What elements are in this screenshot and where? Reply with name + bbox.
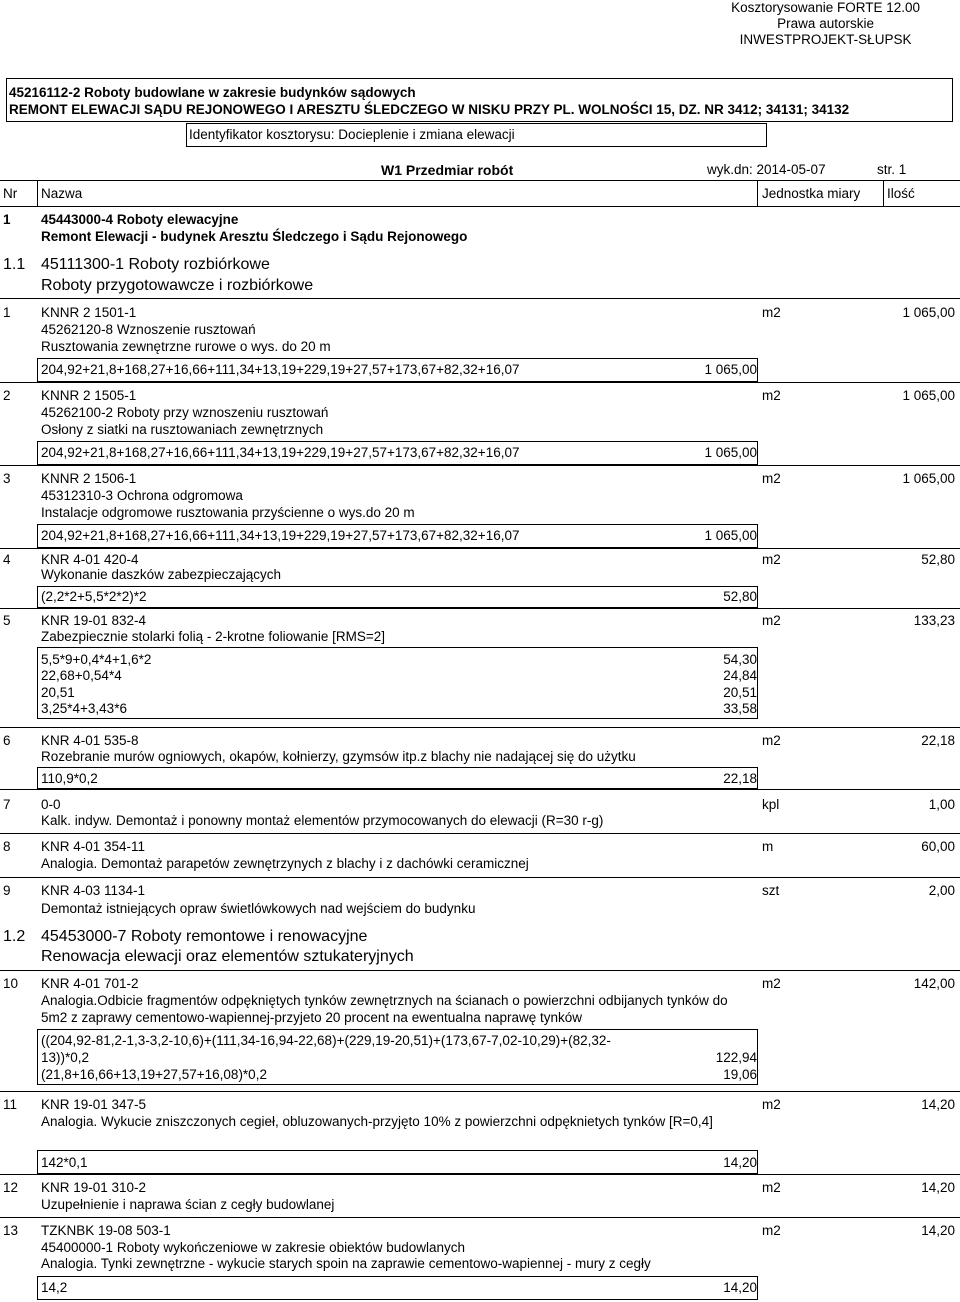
column-name: Nazwa	[41, 186, 83, 201]
calc-formula: (21,8+16,66+13,19+27,57+16,08)*0,2	[41, 1067, 267, 1082]
item-nr: 8	[3, 839, 11, 854]
item-basis: KNR 19-01 310-2	[41, 1180, 147, 1195]
calc-formula: 110,9*0,2	[41, 771, 98, 786]
calc-value: 22,18	[723, 771, 757, 786]
document-date: wyk.dn: 2014-05-07	[707, 162, 826, 177]
page-number: str. 1	[877, 162, 907, 177]
copyright-label: Prawa autorskie	[777, 16, 874, 31]
row-rule	[0, 1174, 960, 1175]
row-rule	[0, 877, 960, 878]
item-nr: 3	[3, 471, 11, 486]
item-basis: KNR 4-03 1134-1	[41, 883, 146, 898]
item-desc: Analogia. Tynki zewnętrzne - wykucie starych spoin na zaprawie cementowo-wapiennej - mury z cegły	[41, 1256, 651, 1271]
calc-value: 14,20	[723, 1280, 757, 1295]
row-rule	[0, 1091, 960, 1092]
item-unit: m	[762, 839, 774, 854]
calc-formula: 3,25*4+3,43*6	[41, 701, 127, 716]
item-desc: 45400000-1 Roboty wykończeniowe w zakresie obiektów budowlanych	[41, 1240, 465, 1255]
item-nr: 11	[3, 1097, 18, 1112]
item-qty: 22,18	[921, 733, 955, 748]
item-unit: m2	[762, 733, 781, 748]
section-desc: Roboty przygotowawcze i rozbiórkowe	[41, 277, 314, 294]
item-desc: 5m2 z zaprawy cementowo-wapiennej-przyjeto 20 procent na ewentualna naprawę tynków	[41, 1010, 583, 1025]
item-unit: m2	[762, 1097, 781, 1112]
row-rule	[0, 548, 960, 549]
item-unit: m2	[762, 388, 781, 403]
calc-value: 24,84	[723, 668, 757, 683]
calc-value: 122,94	[715, 1050, 757, 1065]
estimate-identifier: Identyfikator kosztorysu: Docieplenie i zmiana elewacji	[189, 127, 515, 142]
item-desc: Uzupełnienie i naprawa ścian z cegły budowlanej	[41, 1197, 335, 1212]
item-qty: 133,23	[913, 613, 955, 628]
section-desc: Renowacja elewacji oraz elementów sztukateryjnych	[41, 948, 414, 965]
group-code: 45443000-4 Roboty elewacyjne	[41, 212, 239, 227]
item-qty: 1 065,00	[902, 305, 955, 320]
item-basis: KNNR 2 1501-1	[41, 305, 137, 320]
item-basis: KNR 4-01 535-8	[41, 733, 139, 748]
calc-formula: 13))*0,2	[41, 1050, 90, 1065]
section-code: 45111300-1 Roboty rozbiórkowe	[41, 256, 270, 273]
item-unit: m2	[762, 1180, 781, 1195]
calc-value: 14,20	[723, 1155, 757, 1170]
item-nr: 4	[3, 552, 11, 567]
item-basis: KNR 4-01 354-11	[41, 839, 146, 854]
calc-formula: 204,92+21,8+168,27+16,66+111,34+13,19+229,19+27,57+173,67+82,32+16,07	[41, 445, 520, 460]
item-basis: KNR 19-01 347-5	[41, 1097, 147, 1112]
item-nr: 9	[3, 883, 11, 898]
column-divider	[37, 180, 38, 206]
calc-value: 33,58	[723, 701, 757, 716]
item-qty: 1 065,00	[902, 471, 955, 486]
calc-value: 1 065,00	[704, 528, 757, 543]
item-desc: Demontaż istniejących opraw świetlówkowych nad wejściem do budynku	[41, 901, 476, 916]
calc-box	[37, 1150, 758, 1174]
column-qty: Ilość	[887, 186, 915, 201]
row-rule	[0, 608, 960, 609]
item-desc: Wykonanie daszków zabezpieczających	[41, 567, 282, 582]
item-qty: 14,20	[921, 1223, 955, 1238]
item-desc: 45262100-2 Roboty przy wznoszeniu rusztowań	[41, 405, 329, 420]
calc-value: 1 065,00	[704, 445, 757, 460]
calc-formula: 204,92+21,8+168,27+16,66+111,34+13,19+229,19+27,57+173,67+82,32+16,07	[41, 528, 520, 543]
item-basis: KNNR 2 1506-1	[41, 471, 137, 486]
item-unit: m2	[762, 613, 781, 628]
item-qty: 1 065,00	[902, 388, 955, 403]
calc-value: 19,06	[723, 1067, 757, 1082]
item-nr: 10	[3, 976, 19, 991]
item-unit: m2	[762, 305, 781, 320]
column-divider	[883, 180, 884, 206]
calc-box	[37, 1276, 758, 1300]
project-name: REMONT ELEWACJI SĄDU REJONOWEGO I ARESZTU ŚLEDCZEGO W NISKU PRZY PL. WOLNOŚCI 15, DZ. NR 3412; 34131; 34132	[9, 102, 850, 117]
item-basis: KNNR 2 1505-1	[41, 388, 137, 403]
item-unit: m2	[762, 1223, 781, 1238]
item-basis: TZKNBK 19-08 503-1	[41, 1223, 171, 1238]
row-rule	[0, 298, 960, 299]
item-nr: 7	[3, 797, 11, 812]
item-desc: Instalacje odgromowe rusztowania przyścienne o wys.do 20 m	[41, 505, 415, 520]
item-desc: Rozebranie murów ogniowych, okapów, kołnierzy, gzymsów itp.z blachy nie nadającej się do użytku	[41, 749, 636, 764]
item-desc: 45312310-3 Ochrona odgromowa	[41, 488, 243, 503]
calc-value: 20,51	[723, 685, 757, 700]
item-basis: KNR 4-01 420-4	[41, 552, 139, 567]
item-nr: 6	[3, 733, 11, 748]
section-nr: 1.2	[3, 928, 26, 945]
header-bottom-rule	[0, 206, 960, 207]
item-unit: m2	[762, 976, 781, 991]
item-nr: 2	[3, 388, 11, 403]
row-rule	[0, 1217, 960, 1218]
item-qty: 2,00	[928, 883, 955, 898]
item-desc: Analogia. Demontaż parapetów zewnętrzynych z blachy i z dachówki ceramicznej	[41, 856, 529, 871]
column-nr: Nr	[3, 186, 18, 201]
item-basis: KNR 4-01 701-2	[41, 976, 139, 991]
item-desc: 45262120-8 Wznoszenie rusztowań	[41, 322, 256, 337]
document-title: W1 Przedmiar robót	[381, 162, 514, 178]
item-qty: 52,80	[921, 552, 955, 567]
row-rule	[0, 382, 960, 383]
item-desc: Analogia. Wykucie zniszczonych cegieł, obluzowanych-przyjęto 10% z powierzchni odpęknietych tynków [R=0,4]	[41, 1114, 713, 1129]
calc-value: 54,30	[723, 652, 757, 667]
section-nr: 1.1	[3, 256, 26, 273]
group-desc: Remont Elewacji - budynek Aresztu Śledczego i Sądu Rejonowego	[41, 229, 468, 244]
row-rule	[0, 833, 960, 834]
item-basis: 0-0	[41, 797, 61, 812]
item-unit: szt	[762, 883, 780, 898]
item-unit: m2	[762, 471, 781, 486]
item-unit: m2	[762, 552, 781, 567]
calc-box	[37, 767, 758, 789]
calc-value: 52,80	[723, 589, 757, 604]
calc-formula: 20,51	[41, 685, 75, 700]
item-desc: Kalk. indyw. Demontaż i ponowny montaż elementów przymocowanych do elewacji (R=30 r-g)	[41, 813, 604, 828]
group-nr: 1	[3, 212, 11, 227]
item-desc: Osłony z siatki na rusztowaniach zewnętrznych	[41, 422, 324, 437]
item-basis: KNR 19-01 832-4	[41, 613, 147, 628]
column-divider	[757, 180, 758, 206]
estimate-identifier-box	[186, 123, 767, 147]
item-desc: Rusztowania zewnętrzne rurowe o wys. do 20 m	[41, 339, 331, 354]
calc-value: 1 065,00	[704, 362, 757, 377]
calc-formula: (2,2*2+5,5*2*2)*2	[41, 589, 147, 604]
licensee: INWESTPROJEKT-SŁUPSK	[739, 32, 912, 47]
item-nr: 13	[3, 1223, 19, 1238]
calc-formula: 5,5*9+0,4*4+1,6*2	[41, 652, 152, 667]
item-qty: 14,20	[921, 1180, 955, 1195]
item-qty: 14,20	[921, 1097, 955, 1112]
calc-formula: 22,68+0,54*4	[41, 668, 122, 683]
project-title-box	[6, 78, 953, 122]
section-code: 45453000-7 Roboty remontowe i renowacyjne	[41, 928, 368, 945]
item-qty: 142,00	[913, 976, 955, 991]
item-unit: kpl	[762, 797, 780, 812]
software-info	[731, 0, 920, 48]
item-qty: 60,00	[921, 839, 955, 854]
calc-formula: 142*0,1	[41, 1155, 88, 1170]
item-desc: Zabezpiecznie stolarki folią - 2-krotne foliowanie [RMS=2]	[41, 629, 386, 644]
calc-formula: 204,92+21,8+168,27+16,66+111,34+13,19+229,19+27,57+173,67+82,32+16,07	[41, 362, 520, 377]
calc-formula: ((204,92-81,2-1,3-3,2-10,6)+(111,34-16,94-22,68)+(229,19-20,51)+(173,67-7,02-10,29)+(82,32-	[41, 1033, 611, 1048]
item-nr: 1	[3, 305, 11, 320]
row-rule	[0, 465, 960, 466]
calc-formula: 14,2	[41, 1280, 68, 1295]
row-rule	[0, 970, 960, 971]
item-nr: 12	[3, 1180, 19, 1195]
project-code: 45216112-2 Roboty budowlane w zakresie budynków sądowych	[9, 85, 416, 100]
row-rule	[0, 789, 960, 790]
row-rule	[0, 727, 960, 728]
item-desc: Analogia.Odbicie fragmentów odpękniętych tynków zewnętrznych na ścianach o powierzchni odbijanych tynków do	[41, 993, 728, 1008]
software-name: Kosztorysowanie FORTE 12.00	[731, 0, 920, 15]
header-top-rule	[0, 180, 960, 181]
column-unit: Jednostka miary	[762, 186, 861, 201]
item-qty: 1,00	[928, 797, 955, 812]
item-nr: 5	[3, 613, 11, 628]
